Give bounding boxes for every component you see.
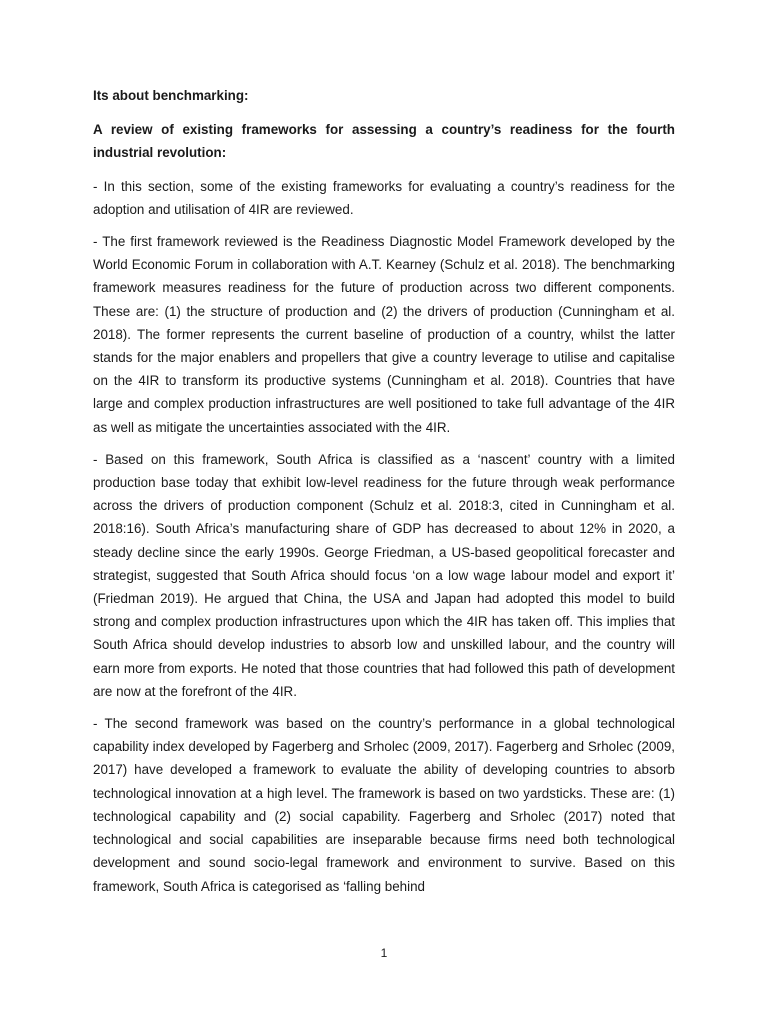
- paragraph-intro: - In this section, some of the existing frameworks for evaluating a country’s readiness for the adoption and utilisation of 4IR are reviewed.: [93, 178, 675, 217]
- document-heading: Its about benchmarking:: [93, 88, 249, 103]
- paragraph-second-framework: - The second framework was based on the country’s performance in a global technological capability index developed by Fagerberg and Srholec (2009, 2017). Fagerberg and Srholec (2009, 2017) have developed a framework to evaluate the ability of developing countries to absorb technological innovation at a high level. The framework is based on two yardsticks. These are: (1) technological capability and (2) social capability. Fagerberg and Srholec (2017) noted that technological and social capabilities are inseparable because firms need both technological development and sound socio-legal framework and environment to survive. Based on this framework, South Africa is categorised as ‘falling behind: [93, 716, 675, 894]
- page-number: 1: [380, 946, 388, 960]
- section-title: A review of existing frameworks for assessing a country’s readiness for the fourth industrial revolution:: [93, 122, 675, 161]
- document-body: [93, 84, 675, 907]
- paragraph-south-africa-classification: - Based on this framework, South Africa is classified as a ‘nascent’ country with a limited production base today that exhibit low-level readiness for the future through weak performance across the drivers of production component (Schulz et al. 2018:3, cited in Cunningham et al. 2018:16). South Africa’s manufacturing share of GDP has decreased to about 12% in 2020, a steady decline since the early 1990s. George Friedman, a US-based geopolitical forecaster and strategist, suggested that South Africa should focus ‘on a low wage labour model and export it’ (Friedman 2019). He argued that China, the USA and Japan had adopted this model to build strong and complex production infrastructures upon which the 4IR has taken off. This implies that South Africa should develop industries to absorb low and unskilled labour, and the country will earn more from exports. He noted that those countries that had followed this path of development are now at the forefront of the 4IR.: [93, 451, 675, 699]
- paragraph-first-framework: - The first framework reviewed is the Readiness Diagnostic Model Framework developed by the World Economic Forum in collaboration with A.T. Kearney (Schulz et al. 2018). The benchmarking framework measures readiness for the future of production across two different components. These are: (1) the structure of production and (2) the drivers of production (Cunningham et al. 2018). The former represents the current baseline of production of a country, whilst the latter stands for the major enablers and propellers that give a country leverage to utilise and capitalise on the 4IR to transform its productive systems (Cunningham et al. 2018). Countries that have large and complex production infrastructures are well positioned to take full advantage of the 4IR as well as mitigate the uncertainties associated with the 4IR.: [93, 234, 675, 435]
